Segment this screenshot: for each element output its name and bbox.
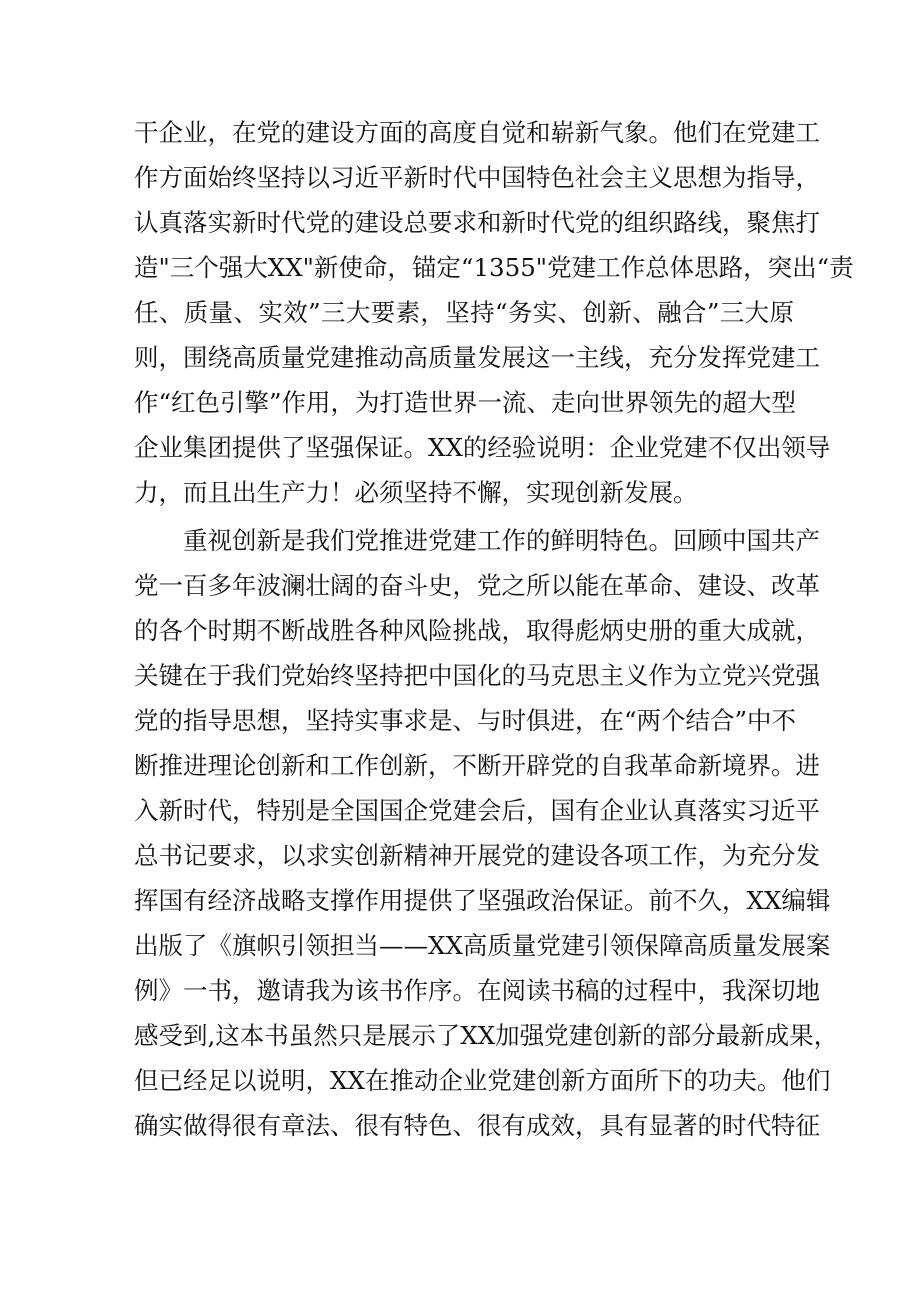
text-line: 任、质量、实效”三大要素，坚持“务实、创新、融合”三大原: [134, 298, 794, 327]
text-line: 党一百多年波澜壮阔的奋斗史，党之所以能在革命、建设、改革: [134, 571, 820, 600]
text-line: 干企业，在党的建设方面的高度自觉和崭新气象。他们在党建工: [134, 118, 820, 147]
text-line: 则，围绕高质量党建推动高质量发展这一主线，充分发挥党建工: [134, 343, 820, 372]
text-line: 总书记要求，以求实创新精神开展党的建设各项工作，为充分发: [134, 841, 820, 870]
text-line: 作“红色引擎”作用，为打造世界一流、走向世界领先的超大型: [134, 388, 797, 417]
text-line: 力，而且出生产力！必须坚持不懈，实现创新发展。: [134, 478, 698, 507]
text-line: 造"三个强大XX"新使命，锚定“1355"党建工作总体思路，突出“责: [134, 253, 854, 282]
body-text: [134, 110, 854, 1148]
text-line: 但已经足以说明，XX在推动企业党建创新方面所下的功夫。他们: [134, 1066, 831, 1095]
text-line: 企业集团提供了坚强保证。XX的经验说明：企业党建不仅出领导: [134, 433, 831, 462]
text-line: 出版了《旗帜引领担当——XX高质量党建引领保障高质量发展案: [134, 931, 831, 960]
text-line: 感受到,这本书虽然只是展示了XX加强党建创新的部分最新成果，: [134, 1021, 839, 1050]
text-line: 例》一书，邀请我为该书作序。在阅读书稿的过程中，我深切地: [134, 976, 820, 1005]
text-line: 重视创新是我们党推进党建工作的鲜明特色。回顾中国共产: [183, 526, 820, 555]
text-line: 认真落实新时代党的建设总要求和新时代党的组织路线，聚焦打: [134, 208, 820, 237]
text-line: 挥国有经济战略支撑作用提供了坚强政治保证。前不久，XX编辑: [134, 886, 831, 915]
text-line: 党的指导思想，坚持实事求是、与时俱进，在“两个结合”中不: [134, 706, 797, 735]
text-line: 入新时代，特别是全国国企党建会后，国有企业认真落实习近平: [134, 796, 820, 825]
text-line: 的各个时期不断战胜各种风险挑战，取得彪炳史册的重大成就，: [134, 616, 820, 645]
paragraph-2: [134, 518, 839, 1148]
text-line: 作方面始终坚持以习近平新时代中国特色社会主义思想为指导，: [134, 163, 820, 192]
text-line: 断推进理论创新和工作创新，不断开辟党的自我革命新境界。进: [134, 751, 820, 780]
text-line: 确实做得很有章法、很有特色、很有成效，具有显著的时代特征: [134, 1111, 820, 1140]
text-line: 关键在于我们党始终坚持把中国化的马克思主义作为立党兴党强: [134, 661, 820, 690]
paragraph-1: [134, 110, 854, 515]
